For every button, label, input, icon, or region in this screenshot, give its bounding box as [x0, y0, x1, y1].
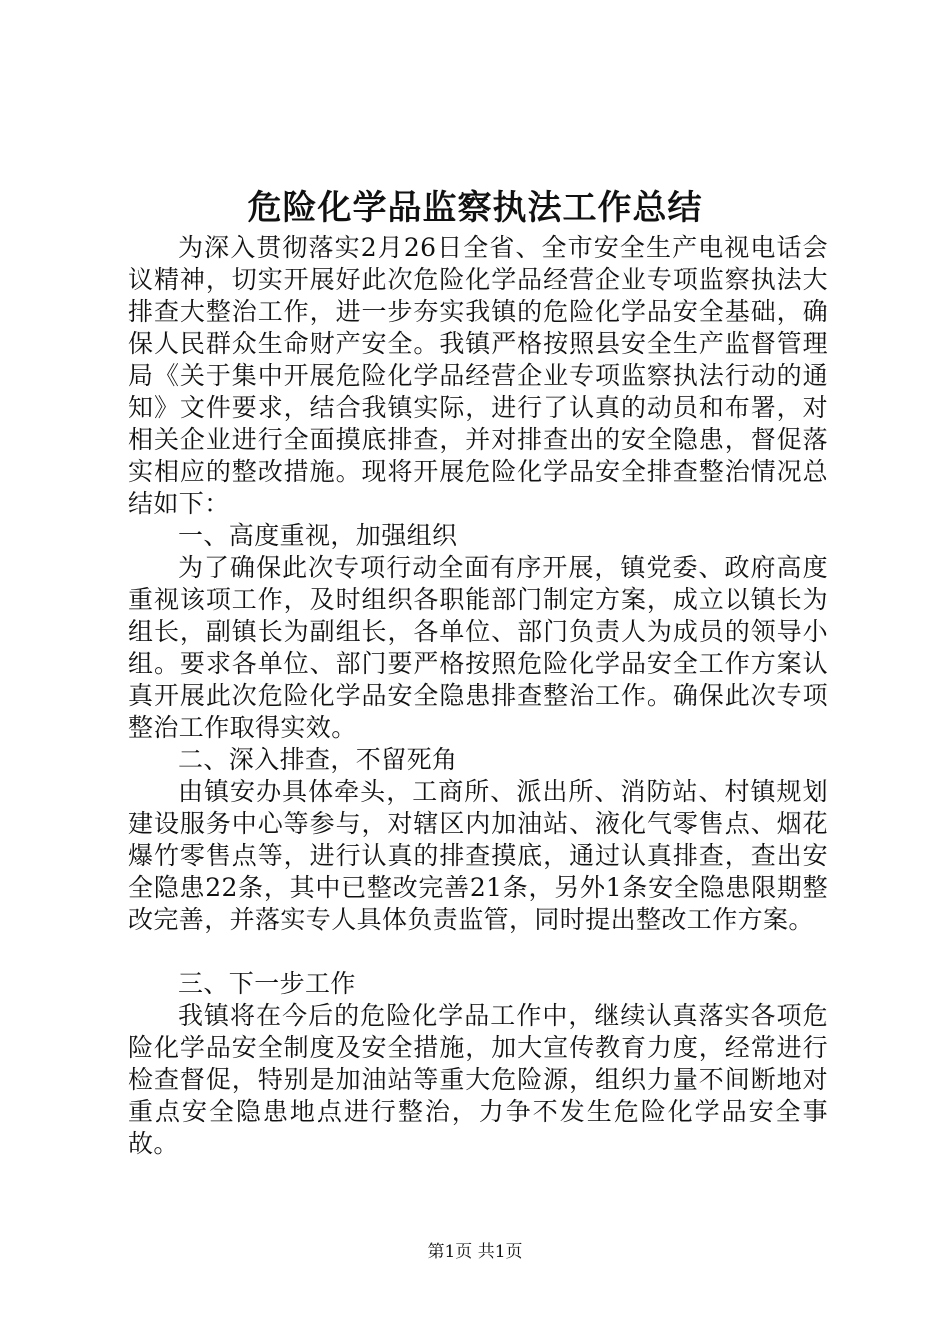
section-heading-2: 二、深入排查，不留死角 — [178, 745, 458, 774]
section-paragraph-2: 由镇安办具体牵头，工商所、派出所、消防站、村镇规划建设服务中心等参与，对辖区内加油站、液化气零售点、烟花爆竹零售点等，进行认真的排查摸底，通过认真排查，查出安全隐患22条，其中已整改完善21条，另外1条安全隐患限期整改完善，并落实专人具体负责监管，同时提出整改工作方案。 — [128, 777, 828, 934]
document-body — [128, 232, 828, 1160]
document-title: 危险化学品监察执法工作总结 — [247, 188, 703, 228]
intro-paragraph: 为深入贯彻落实2月26日全省、全市安全生产电视电话会议精神，切实开展好此次危险化学品经营企业专项监察执法大排查大整治工作，进一步夯实我镇的危险化学品安全基础，确保人民群众生命财产安全。我镇严格按照县安全生产监督管理局《关于集中开展危险化学品经营企业专项监察执法行动的通知》文件要求，结合我镇实际，进行了认真的动员和布署，对相关企业进行全面摸底排查，并对排查出的安全隐患，督促落实相应的整改措施。现将开展危险化学品安全排查整治情况总结如下： — [128, 233, 828, 518]
section-paragraph-1: 为了确保此次专项行动全面有序开展，镇党委、政府高度重视该项工作，及时组织各职能部门制定方案，成立以镇长为组长，副镇长为副组长，各单位、部门负责人为成员的领导小组。要求各单位、部门要严格按照危险化学品安全工作方案认真开展此次危险化学品安全隐患排查整治工作。确保此次专项整治工作取得实效。 — [128, 553, 828, 742]
paragraph-spacer — [128, 936, 828, 968]
section-heading-1: 一、高度重视，加强组织 — [178, 521, 458, 550]
section-paragraph-3: 我镇将在今后的危险化学品工作中，继续认真落实各项危险化学品安全制度及安全措施，加大宣传教育力度，经常进行检查督促，特别是加油站等重大危险源，组织力量不间断地对重点安全隐患地点进行整治，力争不发生危险化学品安全事故。 — [128, 1001, 828, 1158]
section-heading-3: 三、下一步工作 — [178, 969, 356, 998]
page-footer: 第1页 共1页 — [427, 1242, 523, 1262]
